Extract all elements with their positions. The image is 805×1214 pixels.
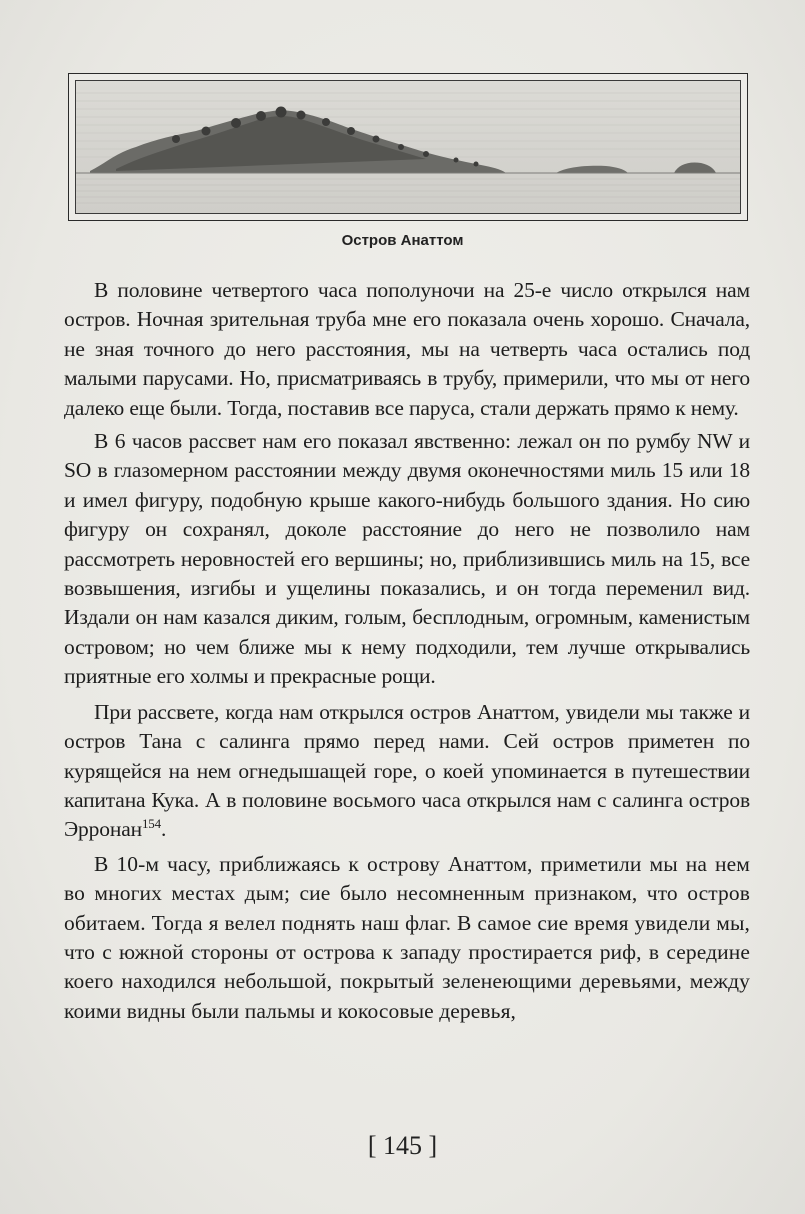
body-text (64, 276, 750, 1027)
small-islet (556, 166, 628, 173)
page-number: [ 145 ] (367, 1131, 438, 1160)
island-engraving (75, 80, 741, 214)
paragraph: В 10-м часу, приближаясь к острову Анаттом, приметили мы на нем во многих местах дым; сие было несомненным признаком, что остров обитаем. Тогда я велел поднять наш флаг. В самое сие время увидели мы, что с южной стороны от острова к западу простирается риф, в середине коего находился небольшой, покрытый зеленеющими деревьями, между коими видны были пальмы и кокосовые деревья, (64, 851, 750, 1023)
paragraph: В 6 часов рассвет нам его показал явственно: лежал он по румбу NW и SO в глазомерном расстоянии между двумя оконечностями миль 15 или 18 и имел фигуру, подобную крыше какого-нибудь большого здания. Но сию фигуру он сохранял, доколе расстояние до него не позволило нам рассмотреть неровностей его вершины; но, приблизившись миль на 15, все возвышения, изгибы и ущелины показались, и он тогда переменил вид. Издали он нам казался диким, голым, бесплодным, огромным, каменистым островом; но чем ближе мы к нему подходили, тем лучше открывались приятные его холмы и прекрасные рощи. (64, 429, 750, 689)
paragraph-end: . (161, 817, 167, 842)
island-illustration (76, 81, 740, 213)
far-islet (674, 162, 716, 173)
footnote-reference[interactable]: 154 (141, 816, 162, 832)
paragraph: В половине четвертого часа пополуночи на 25-е число открылся нам остров. Ночная зрительная труба мне его показала очень хорошо. Сначала, не зная точного до него расстояния, мы на четверть часа остались под малыми парусами. Но, присматриваясь в трубу, примерили, что мы от него далеко еще были. Тогда, поставив все паруса, стали держать прямо к нему. (64, 278, 750, 420)
paragraph (64, 698, 750, 845)
illustration-caption: Остров Анаттом (341, 232, 464, 249)
illustration-frame (68, 73, 748, 221)
paragraph-text: При рассвете, когда нам открылся остров Анаттом, увидели мы также и остров Тана с салинга прямо перед нами. Сей остров приметен по курящейся на нем огнедышащей горе, о коей упоминается в путешествии капитана Кука. А в половине восьмого часа открылся нам с салинга остров Эрронан (64, 699, 750, 842)
